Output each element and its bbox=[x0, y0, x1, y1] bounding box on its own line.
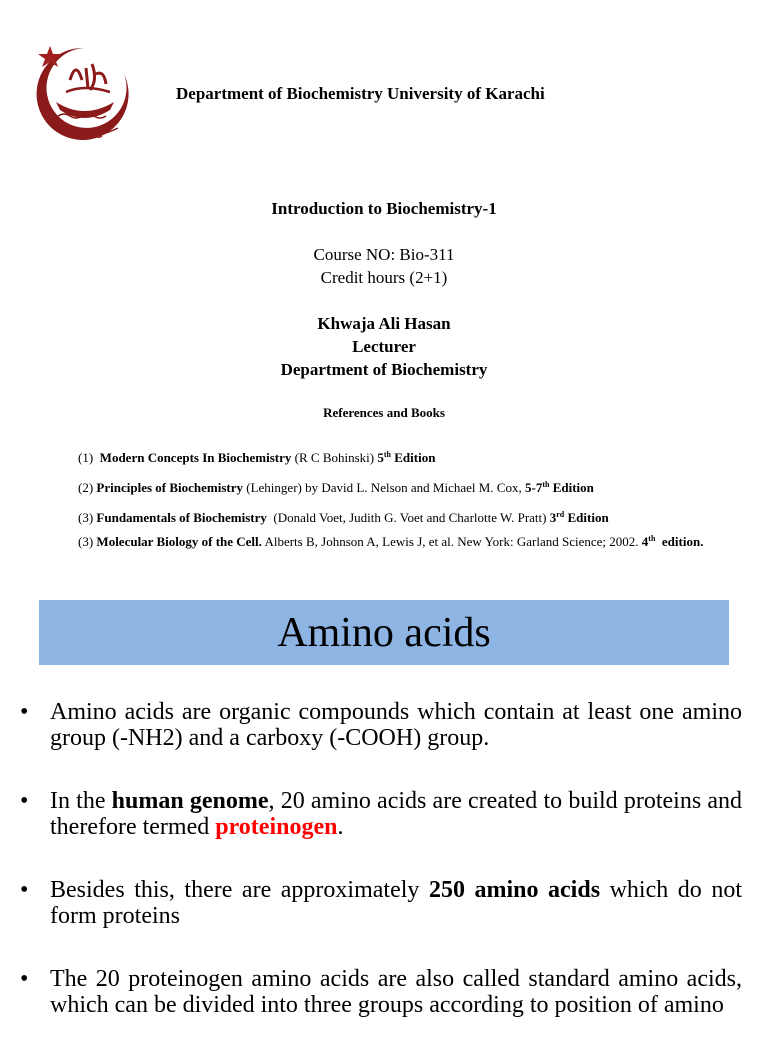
ref-edition-number: 4 bbox=[641, 534, 649, 549]
ref-authors: Alberts B, Johnson A, Lewis J, et al. New York: Garland Science; 2002. bbox=[264, 534, 639, 549]
ref-number: (3) bbox=[78, 534, 94, 549]
bullet-dot-icon: • bbox=[20, 699, 29, 725]
ref-edition-word: Edition bbox=[552, 480, 594, 495]
bullet-dot-icon: • bbox=[20, 877, 29, 903]
bullet-item bbox=[14, 699, 742, 751]
ref-edition-word: Edition bbox=[567, 510, 609, 525]
bullet-text: . bbox=[337, 814, 344, 840]
section-banner bbox=[39, 600, 729, 665]
bullet-text: Besides this, there are approximately bbox=[50, 877, 429, 903]
ref-edition-suffix: rd bbox=[556, 510, 565, 519]
section-title: Amino acids bbox=[277, 610, 491, 656]
highlight-term: proteinogen bbox=[215, 814, 338, 840]
bullet-text: The 20 proteinogen amino acids are also called standard amino acids, which can be divided into three groups according to position of amino bbox=[50, 966, 742, 1018]
lecturer-department: Department of Biochemistry bbox=[280, 360, 488, 379]
bullet-text: In the bbox=[50, 788, 112, 814]
bullet-list bbox=[14, 699, 742, 1055]
bullet-text: Amino acids are organic compounds which contain at least one amino group (-NH2) and a carboxy (-COOH) group. bbox=[50, 699, 742, 751]
bullet-dot-icon: • bbox=[20, 788, 29, 814]
ref-authors: (Donald Voet, Judith G. Voet and Charlotte W. Pratt) bbox=[273, 510, 547, 525]
reference-item bbox=[78, 530, 718, 550]
bullet-item bbox=[14, 788, 742, 840]
ref-number: (1) bbox=[78, 450, 94, 465]
ref-edition-suffix: th bbox=[542, 480, 550, 489]
ref-number: (2) bbox=[78, 480, 94, 495]
ref-edition-number: 5 bbox=[377, 450, 384, 465]
ref-edition-suffix: th bbox=[383, 450, 392, 459]
ref-edition-suffix: th bbox=[648, 534, 656, 543]
bullet-dot-icon: • bbox=[20, 966, 29, 992]
reference-item bbox=[78, 446, 718, 466]
university-crest-logo bbox=[26, 40, 144, 150]
bullet-item bbox=[14, 877, 742, 929]
ref-edition-number: 5-7 bbox=[524, 480, 543, 495]
reference-item bbox=[78, 476, 718, 496]
ref-title: Principles of Biochemistry bbox=[96, 480, 244, 495]
references-heading: References and Books bbox=[323, 405, 445, 420]
course-title: Introduction to Biochemistry-1 bbox=[271, 199, 497, 218]
bullet-bold-text: human genome bbox=[111, 788, 269, 814]
ref-title: Fundamentals of Biochemistry bbox=[96, 510, 267, 525]
ref-edition-word: Edition bbox=[394, 450, 436, 465]
ref-authors: (R C Bohinski) bbox=[294, 450, 375, 465]
lecturer-title: Lecturer bbox=[352, 337, 416, 356]
credit-hours: Credit hours (2+1) bbox=[320, 268, 448, 287]
ref-title: Modern Concepts In Biochemistry bbox=[99, 450, 292, 465]
ref-number: (3) bbox=[78, 510, 94, 525]
ref-edition-number: 3 bbox=[549, 510, 557, 525]
bullet-bold-text: 250 amino acids bbox=[428, 877, 601, 903]
bullet-text: which do not form proteins bbox=[50, 877, 742, 929]
lecturer-name: Khwaja Ali Hasan bbox=[317, 314, 451, 333]
course-number: Course NO: Bio-311 bbox=[313, 245, 455, 264]
department-header: Department of Biochemistry University of Karachi bbox=[176, 84, 545, 103]
ref-title: Molecular Biology of the Cell. bbox=[96, 534, 262, 549]
bullet-item bbox=[14, 966, 742, 1018]
reference-item bbox=[78, 506, 718, 526]
bullet-text: , 20 amino acids are created to build proteins and therefore termed bbox=[50, 788, 742, 840]
references-list bbox=[78, 446, 718, 550]
ref-authors: (Lehinger) by David L. Nelson and Michael M. Cox, bbox=[246, 480, 522, 495]
ref-edition-word: edition. bbox=[661, 534, 704, 549]
